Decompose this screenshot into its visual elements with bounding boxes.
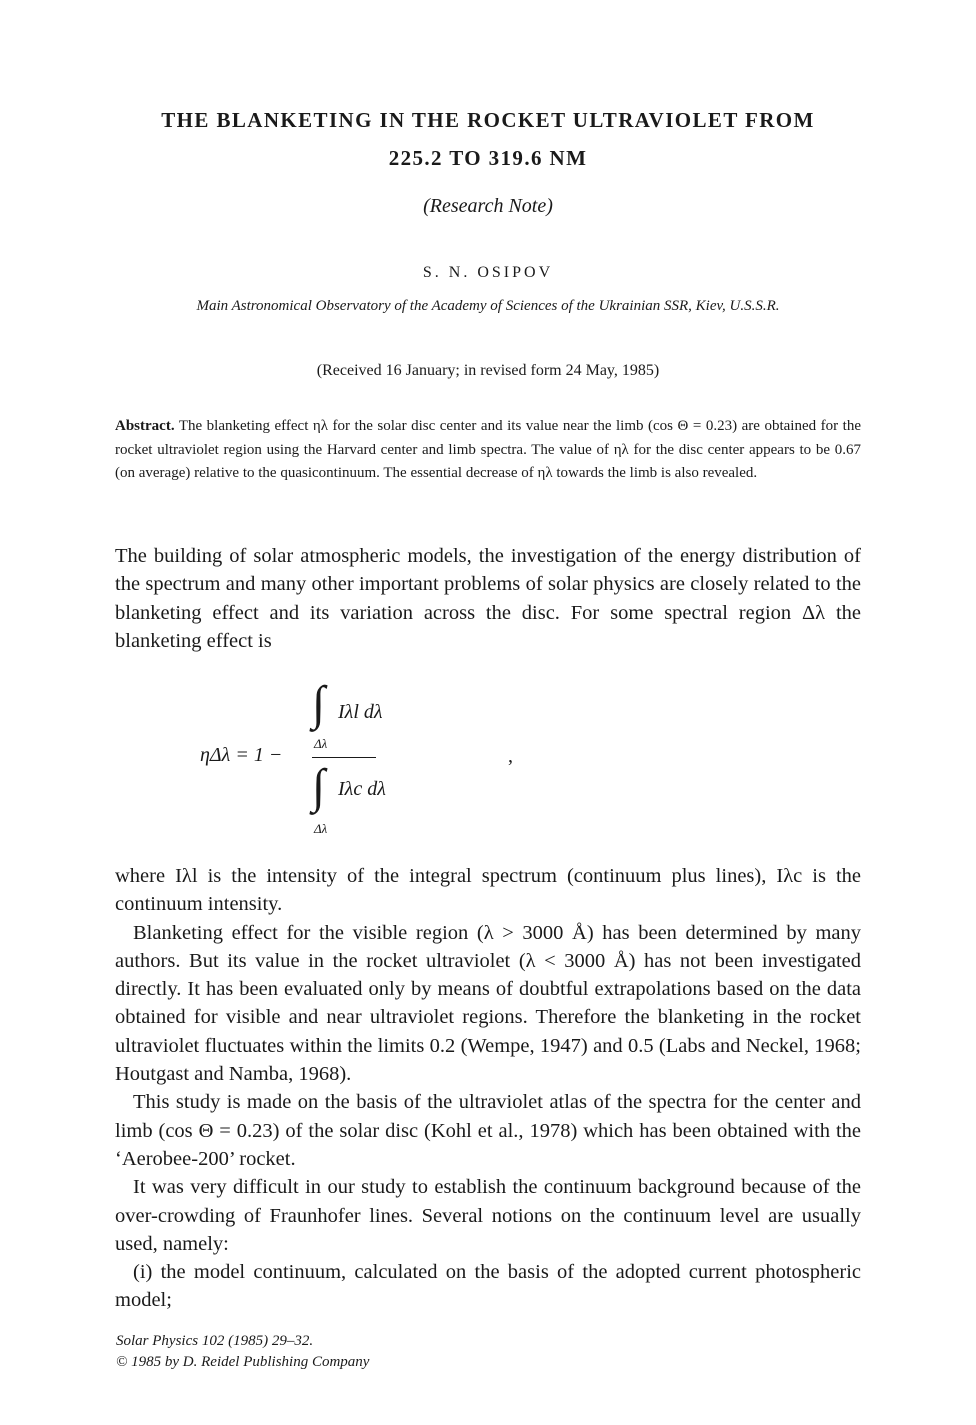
integral-limit-bottom: Δλ — [314, 821, 328, 836]
fraction-bar — [312, 757, 376, 758]
journal-citation: Solar Physics 102 (1985) 29–32. — [116, 1333, 314, 1349]
paragraph-3-text: Blanketing effect for the visible region (λ > 3000 Å) has been determined by many authors. But its value in the rocket ultraviolet (λ < 3000 Å) has not been investigated directly. It has been evaluated only by means of doubtful extrapolations based on the data obtained for visible and near ultraviolet regions. Therefore the blanketing in the rocket ultraviolet fluctuates within the limits 0.2 (Wempe, 1947) and 0.5 (Labs and Neckel, 1968; Houtgast and Namba, 1968). — [115, 921, 861, 1086]
abstract-label: Abstract. — [115, 418, 175, 434]
equation-comma: , — [508, 745, 513, 767]
integral-sign-bottom: ∫ — [312, 760, 326, 813]
blanketing-equation — [200, 677, 513, 848]
equation-lhs: ηΔλ = 1 − — [200, 744, 283, 766]
equation-denominator: Iλc dλ — [338, 778, 386, 800]
integral-sign-top: ∫ — [312, 677, 326, 730]
paper-subtitle: (Research Note) — [423, 195, 553, 217]
equation-numerator: Iλl dλ — [338, 701, 383, 723]
paper-title-line-2: 225.2 TO 319.6 NM — [388, 146, 588, 170]
integral-limit-top: Δλ — [314, 736, 328, 751]
paper-title-line-1: THE BLANKETING IN THE ROCKET ULTRAVIOLET FROM — [161, 108, 815, 132]
equation-fraction — [312, 677, 513, 848]
paragraph-1-text: The building of solar atmospheric models, the investigation of the energy distribution of the spectrum and many other important problems of solar physics are closely related to the blanketing effect and its variation across the disc. For some spectral region Δλ the blanketing effect is — [115, 545, 861, 652]
paragraph-6-text: (i) the model continuum, calculated on the basis of the adopted current photospheric model; — [115, 1261, 861, 1312]
author-affiliation: Main Astronomical Observatory of the Academy of Sciences of the Ukrainian SSR, Kiev, U.S.S.R. — [196, 298, 780, 314]
paragraph-4-text: This study is made on the basis of the ultraviolet atlas of the spectra for the center and limb (cos Θ = 0.23) of the solar disc (Kohl et al., 1978) which has been obtained with the ‘Aerobee-200’ rocket. — [115, 1091, 861, 1170]
paragraph-2-text: where Iλl is the intensity of the integral spectrum (continuum plus lines), Iλc is the continuum intensity. — [115, 865, 861, 916]
abstract-text: The blanketing effect ηλ for the solar disc center and its value near the limb (cos Θ = 0.23) are obtained for the rocket ultraviolet region using the Harvard center and limb spectra. The value of ηλ for the disc center appears to be 0.67 (on average) relative to the quasicontinuum. The essential decrease of ηλ towards the limb is also revealed. — [115, 418, 861, 482]
received-date: (Received 16 January; in revised form 24 May, 1985) — [316, 362, 660, 379]
paragraph-5-text: It was very difficult in our study to establish the continuum background because of the over-crowding of Fraunhofer lines. Several notions on the continuum level are usually used, namely: — [115, 1176, 861, 1255]
body-main — [115, 862, 861, 1315]
author-name: S. N. OSIPOV — [422, 264, 554, 281]
copyright-notice: © 1985 by D. Reidel Publishing Company — [116, 1354, 370, 1370]
abstract — [115, 415, 861, 486]
body-paragraph-1 — [115, 542, 861, 655]
